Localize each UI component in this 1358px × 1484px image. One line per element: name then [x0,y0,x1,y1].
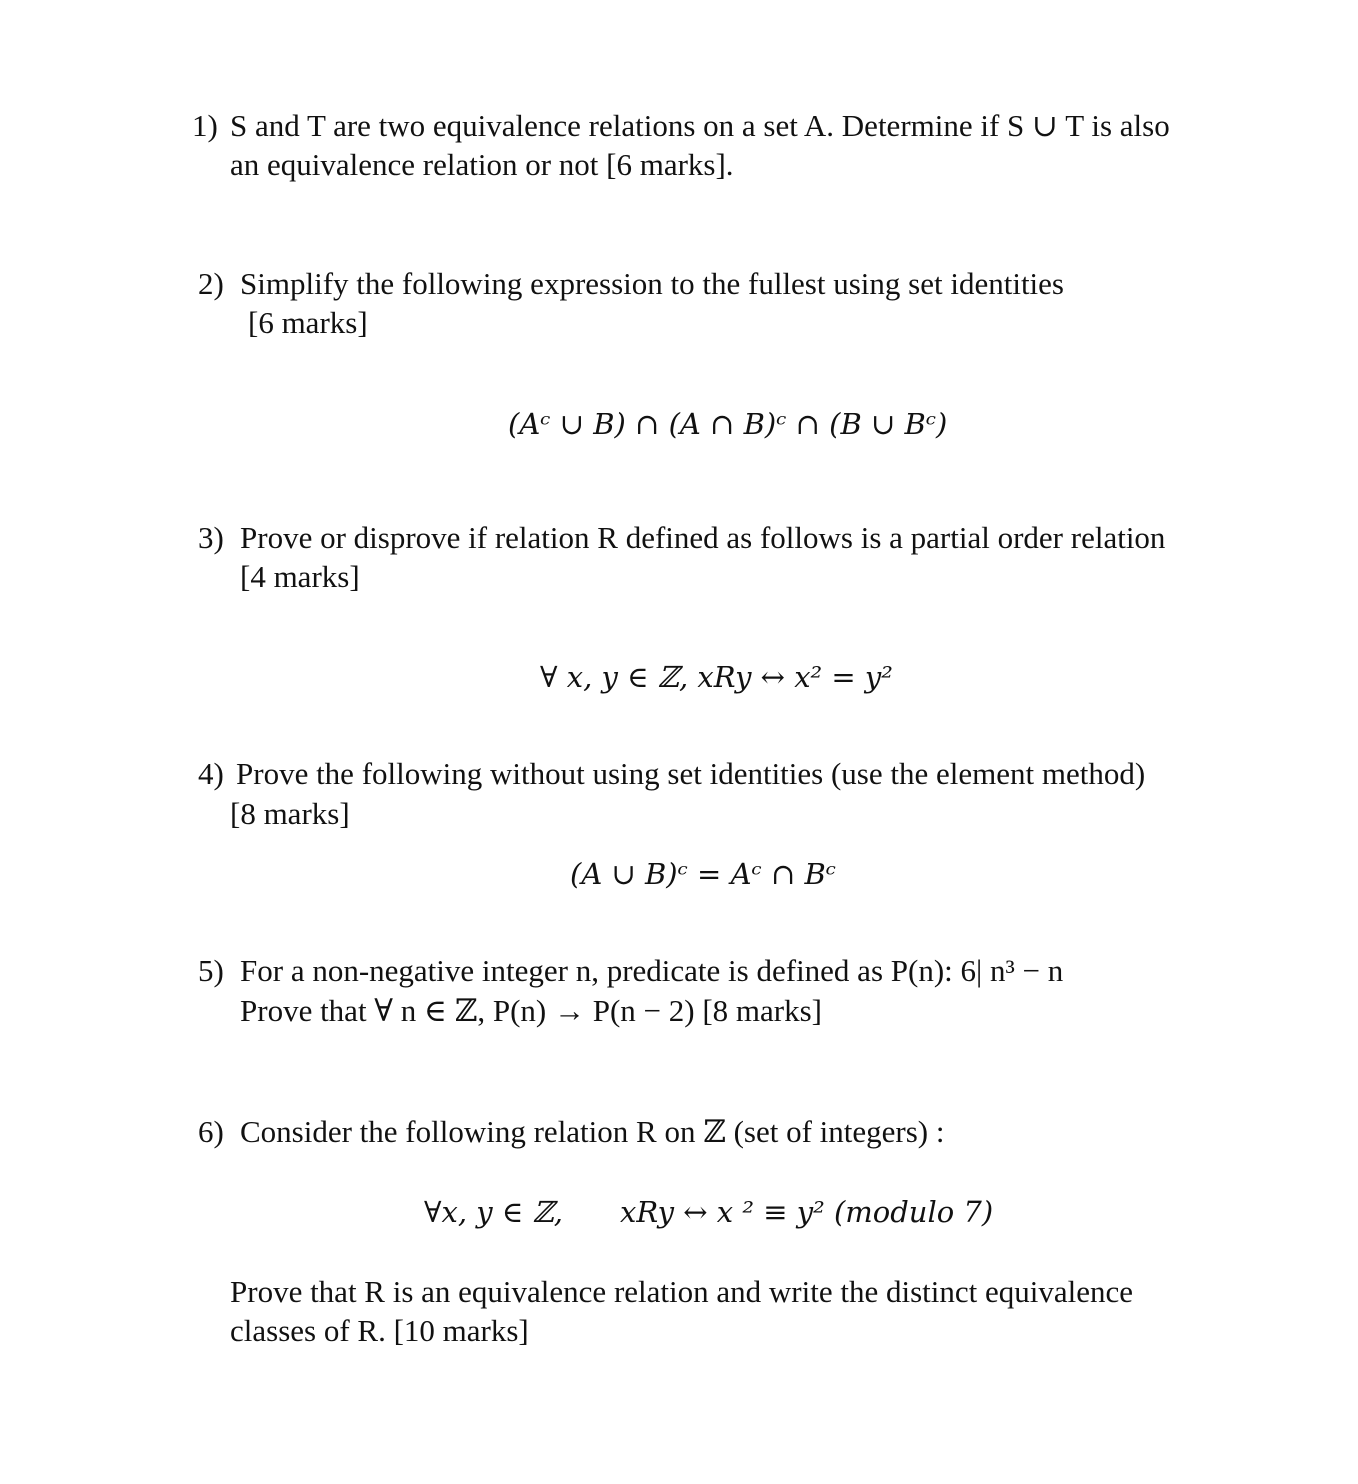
q6-formula-left: ∀x, y ∈ ℤ, [424,1195,563,1229]
q4-formula: (A ∪ B)ᶜ = Aᶜ ∩ Bᶜ [570,857,837,891]
q1-line1: S and T are two equivalence relations on a set A. Determine if S ∪ T is also [230,108,1170,143]
q6-after-line2: classes of R. [10 marks] [230,1313,529,1348]
q5-line2: Prove that ∀ n ∈ ℤ, P(n) → P(n − 2) [8 marks] [240,993,823,1028]
q3-number: 3) [198,520,224,555]
q1-line2: an equivalence relation or not [6 marks]. [230,147,734,182]
q2-line2: [6 marks] [248,305,368,340]
q1-number: 1) [192,108,218,143]
q6-formula-right: xRy ↔ x ² ≡ y² (modulo 7) [620,1195,994,1229]
q3-line2: [4 marks] [240,559,360,594]
q5-number: 5) [198,953,224,988]
q3-formula: ∀ x, y ∈ ℤ, xRy ↔ x² = y² [540,660,893,694]
q2-number: 2) [198,266,224,301]
q4-number: 4) [198,756,224,791]
q6-line1: Consider the following relation R on ℤ (set of integers) : [240,1114,945,1149]
q6-number: 6) [198,1114,224,1149]
q2-line1: Simplify the following expression to the fullest using set identities [240,266,1064,301]
q5-line1: For a non-negative integer n, predicate is defined as P(n): 6| n³ − n [240,953,1064,988]
q3-line1: Prove or disprove if relation R defined as follows is a partial order relation [240,520,1166,555]
q4-line2: [8 marks] [230,796,350,831]
q6-after-line1: Prove that R is an equivalence relation and write the distinct equivalence [230,1274,1133,1309]
q4-line1: Prove the following without using set identities (use the element method) [236,756,1146,791]
q2-formula: (Aᶜ ∪ B) ∩ (A ∩ B)ᶜ ∩ (B ∪ Bᶜ) [508,407,948,441]
